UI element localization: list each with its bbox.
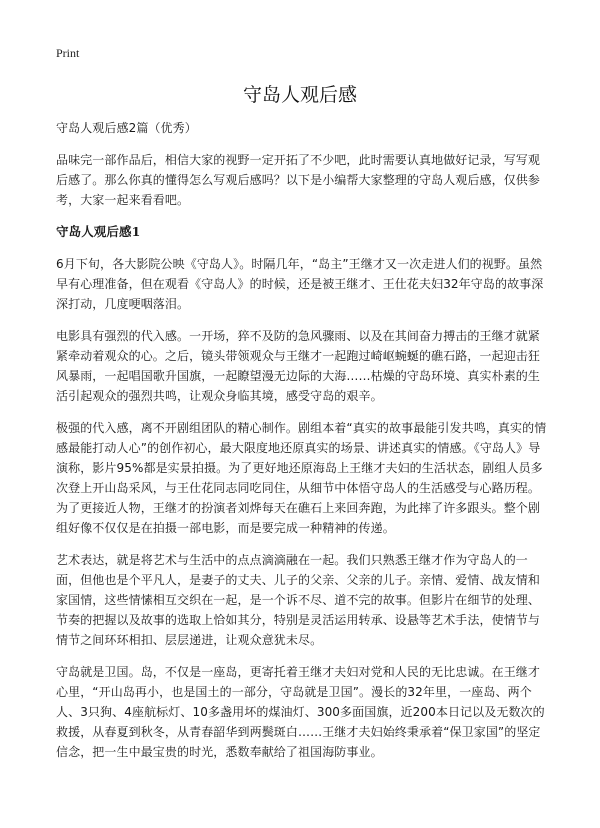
body-paragraph-1: 6月下旬，各大影院公映《守岛人》。时隔几年，“岛主”王继才又一次走进人们的视野。虽然早有心理准备，但在观看《守岛人》的时候，还是被王继才、王仕花夫妇32年守岛的故事深深打动，几度哽咽落泪。 (56, 257, 544, 311)
print-link[interactable]: Print (56, 46, 80, 60)
body-paragraph-3: 极强的代入感，离不开剧组团队的精心制作。剧组本着“真实的故事最能引发共鸣，真实的情感最能打动人心”的创作初心，最大限度地还原真实的场景、讲述真实的情感。《守岛人》导演称，影片95%都是实景拍摄。为了更好地还原海岛上王继才夫妇的生活状态，剧组人员多次登上开山岛采风，与王仕花同志同吃同住，从细节中体悟守岛人的生活感受与心路历程。为了更接近人物，王继才的扮演者刘烨每天在礁石上来回奔跑，为此摔了许多跟头。整个剧组好像不仅仅是在拍摄一部电影，而是要完成一种精神的传递。 (56, 421, 547, 535)
intro-paragraph: 品味完一部作品后，相信大家的视野一定开拓了不少吧，此时需要认真地做好记录，写写观后感了。那么你真的懂得怎么写观后感吗？以下是小编帮大家整理的守岛人观后感，仅供参考，大家一起来看看吧。 (56, 153, 541, 207)
body-paragraph-4: 艺术表达，就是将艺术与生活中的点点滴滴融在一起。我们只熟悉王继才作为守岛人的一面，但他也是个平凡人，是妻子的丈夫、儿子的父亲、父亲的儿子。亲情、爱情、战友情和家国情，这些情愫相互交织在一起，是一个诉不尽、道不完的故事。但影片在细节的处理、节奏的把握以及故事的选取上恰如其分，特别是灵活运用转承、设悬等艺术手法，使情节与情节之间环环相扣、层层递进，让观众意犹未尽。 (56, 553, 541, 647)
section-heading: 守岛人观后感1 (56, 224, 141, 239)
page-title: 守岛人观后感 (242, 84, 357, 106)
article-subtitle: 守岛人观后感2篇（优秀） (56, 121, 197, 135)
article-body (56, 118, 548, 774)
body-paragraph-5: 守岛就是卫国。岛，不仅是一座岛，更寄托着王继才夫妇对党和人民的无比忠诚。在王继才心里，“开山岛再小，也是国土的一部分，守岛就是卫国”。漫长的32年里，一座岛、两个人、3只狗、4座航标灯、10多盏用坏的煤油灯、300多面国旗，近200本日记以及无数次的救援，从春夏到秋冬，从青春韶华到两鬓斑白……王继才夫妇始终秉承着“保卫家国”的坚定信念，把一生中最宝贵的时光，悉数奉献给了祖国海防事业。 (56, 665, 545, 759)
body-paragraph-2: 电影具有强烈的代入感。一开场，猝不及防的急风骤雨、以及在其间奋力搏击的王继才就紧紧牵动着观众的心。之后，镜头带领观众与王继才一起跑过崎岖蜿蜒的礁石路，一起迎击狂风暴雨，一起唱国歌升国旗，一起瞭望漫无边际的大海……枯燥的守岛环境、真实朴素的生活引起观众的强烈共鸣，让观众身临其境，感受守岛的艰辛。 (56, 329, 541, 403)
